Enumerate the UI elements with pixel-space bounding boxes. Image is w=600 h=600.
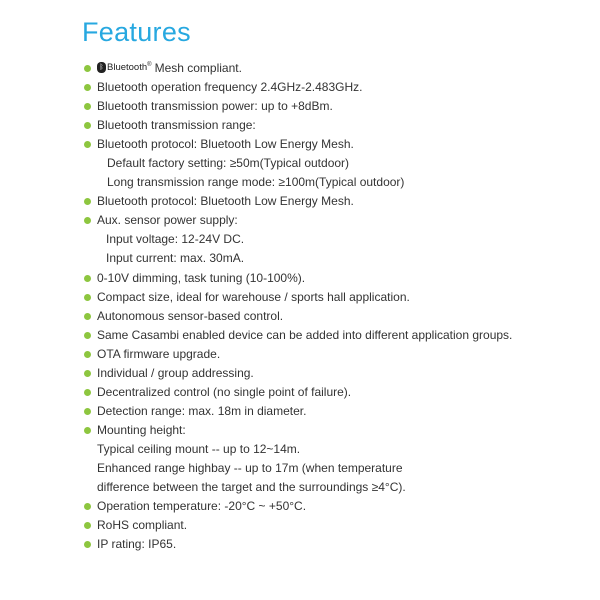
feature-text bbox=[97, 516, 187, 535]
bullet-dot-icon bbox=[84, 370, 91, 377]
feature-text bbox=[97, 478, 406, 497]
bullet-dot-icon bbox=[84, 503, 91, 510]
bullet-dot-icon bbox=[84, 103, 91, 110]
feature-text bbox=[97, 383, 351, 402]
bullet-dot-icon bbox=[84, 332, 91, 339]
feature-text bbox=[97, 497, 306, 516]
bluetooth-wordmark: Bluetooth bbox=[107, 61, 148, 73]
feature-item bbox=[84, 192, 584, 211]
feature-item bbox=[84, 364, 584, 383]
feature-item bbox=[84, 59, 584, 78]
feature-label: Bluetooth operation frequency 2.4GHz-2.483GHz. bbox=[97, 80, 363, 95]
bullet-dot-icon bbox=[84, 313, 91, 320]
feature-text bbox=[97, 326, 512, 345]
feature-label: Compact size, ideal for warehouse / sports hall application. bbox=[97, 289, 410, 304]
bullet-dot-icon bbox=[84, 84, 91, 91]
feature-label: Bluetooth transmission range: bbox=[97, 118, 256, 133]
bluetooth-rune-icon: ᛒ bbox=[97, 62, 106, 73]
feature-item bbox=[84, 269, 584, 288]
feature-item bbox=[84, 78, 584, 97]
feature-text bbox=[97, 116, 256, 135]
feature-text bbox=[97, 535, 176, 554]
feature-text bbox=[97, 59, 242, 78]
feature-subitem bbox=[84, 154, 584, 173]
feature-item bbox=[84, 307, 584, 326]
bullet-dot-icon bbox=[84, 294, 91, 301]
feature-subitem bbox=[84, 249, 584, 268]
feature-label: difference between the target and the surroundings ≥4°C). bbox=[97, 480, 406, 495]
feature-label: Operation temperature: -20°C ~ +50°C. bbox=[97, 499, 307, 514]
feature-text bbox=[97, 135, 354, 154]
feature-text bbox=[97, 307, 283, 326]
feature-label: RoHS compliant. bbox=[97, 518, 188, 533]
feature-label: Input current: max. 30mA. bbox=[106, 251, 245, 266]
feature-label: Mesh compliant. bbox=[154, 61, 242, 75]
feature-text bbox=[97, 402, 306, 421]
bullet-dot-icon bbox=[84, 122, 91, 129]
feature-text bbox=[97, 211, 238, 230]
feature-text bbox=[97, 421, 186, 440]
feature-item bbox=[84, 326, 584, 345]
feature-subitem bbox=[84, 459, 584, 478]
feature-text bbox=[97, 345, 220, 364]
bullet-dot-icon bbox=[84, 198, 91, 205]
feature-text bbox=[107, 154, 349, 173]
feature-item bbox=[84, 116, 584, 135]
feature-text bbox=[97, 192, 354, 211]
feature-text bbox=[97, 288, 410, 307]
feature-item bbox=[84, 345, 584, 364]
bullet-dot-icon bbox=[84, 522, 91, 529]
feature-text bbox=[97, 459, 403, 478]
feature-item bbox=[84, 135, 584, 154]
feature-label: Bluetooth protocol: Bluetooth Low Energy Mesh. bbox=[97, 137, 354, 152]
bullet-dot-icon bbox=[84, 65, 91, 72]
feature-item bbox=[84, 535, 584, 554]
feature-item bbox=[84, 383, 584, 402]
feature-label: Bluetooth protocol: Bluetooth Low Energy Mesh. bbox=[97, 194, 354, 209]
feature-item bbox=[84, 497, 584, 516]
feature-label: Typical ceiling mount -- up to 12~14m. bbox=[97, 441, 301, 456]
feature-text bbox=[97, 269, 305, 288]
bullet-dot-icon bbox=[84, 408, 91, 415]
registered-mark: ® bbox=[147, 61, 152, 68]
feature-label: 0-10V dimming, task tuning (10-100%). bbox=[97, 270, 306, 285]
feature-item bbox=[84, 288, 584, 307]
features-list bbox=[84, 59, 584, 554]
feature-item bbox=[84, 402, 584, 421]
bullet-dot-icon bbox=[84, 427, 91, 434]
page-title: Features bbox=[82, 17, 191, 47]
feature-item bbox=[84, 421, 584, 440]
feature-text bbox=[97, 97, 333, 116]
feature-item bbox=[84, 97, 584, 116]
feature-label: Aux. sensor power supply: bbox=[97, 213, 238, 228]
feature-label: Same Casambi enabled device can be added into different application groups. bbox=[97, 327, 513, 342]
feature-text bbox=[97, 440, 300, 459]
feature-label: OTA firmware upgrade. bbox=[97, 346, 221, 361]
bullet-dot-icon bbox=[84, 541, 91, 548]
feature-text bbox=[97, 364, 254, 383]
feature-text bbox=[106, 249, 244, 268]
feature-text bbox=[106, 230, 244, 249]
feature-label: Detection range: max. 18m in diameter. bbox=[97, 403, 307, 418]
bluetooth-logo bbox=[97, 62, 152, 74]
feature-subitem bbox=[84, 440, 584, 459]
feature-item bbox=[84, 516, 584, 535]
feature-text bbox=[97, 78, 363, 97]
bullet-dot-icon bbox=[84, 351, 91, 358]
feature-item bbox=[84, 211, 584, 230]
feature-label: Decentralized control (no single point of failure). bbox=[97, 384, 352, 399]
bullet-dot-icon bbox=[84, 141, 91, 148]
bullet-dot-icon bbox=[84, 389, 91, 396]
bullet-dot-icon bbox=[84, 217, 91, 224]
feature-label: Autonomous sensor-based control. bbox=[97, 308, 284, 323]
feature-subitem bbox=[84, 173, 584, 192]
feature-label: Input voltage: 12-24V DC. bbox=[106, 232, 245, 247]
feature-label: Bluetooth transmission power: up to +8dBm. bbox=[97, 99, 333, 114]
feature-text bbox=[107, 173, 404, 192]
feature-label: IP rating: IP65. bbox=[97, 537, 177, 552]
feature-label: Enhanced range highbay -- up to 17m (when temperature bbox=[97, 460, 403, 475]
feature-subitem bbox=[84, 478, 584, 497]
feature-subitem bbox=[84, 230, 584, 249]
feature-label: Long transmission range mode: ≥100m(Typical outdoor) bbox=[107, 175, 405, 190]
bullet-dot-icon bbox=[84, 275, 91, 282]
feature-label: Individual / group addressing. bbox=[97, 365, 254, 380]
feature-label: Mounting height: bbox=[97, 422, 186, 437]
feature-label: Default factory setting: ≥50m(Typical outdoor) bbox=[107, 156, 350, 171]
